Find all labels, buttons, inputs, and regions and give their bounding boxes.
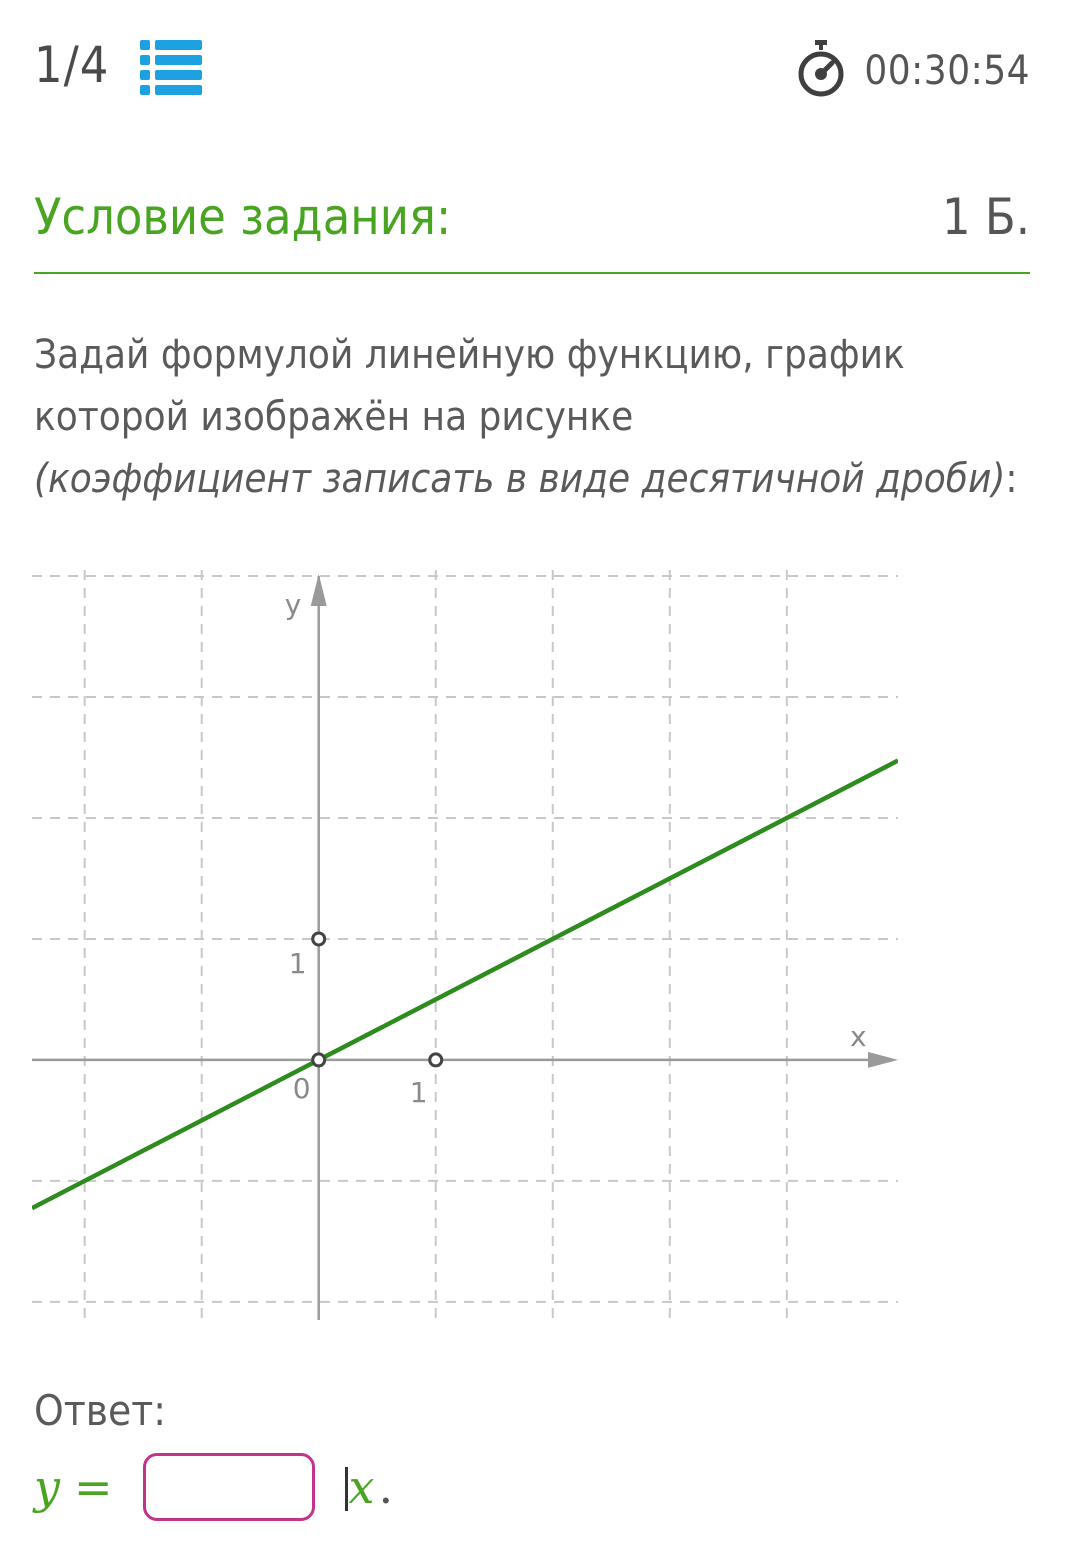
section-title: Условие задания: — [34, 188, 452, 246]
timer-value: 00:30:54 — [864, 48, 1030, 94]
grid-lines — [32, 570, 898, 1320]
y-tick-label-1: 1 — [288, 946, 307, 980]
x-variable: x — [348, 1460, 375, 1514]
x-axis-label: x — [850, 1019, 867, 1053]
task-text — [34, 324, 1024, 510]
function-graph — [32, 570, 898, 1320]
question-counter: 1/4 — [34, 36, 110, 94]
period: . — [378, 1460, 394, 1514]
x-tick-label-1: 1 — [409, 1075, 428, 1109]
coefficient-input[interactable] — [143, 1453, 315, 1521]
graph-point — [430, 1054, 442, 1066]
equals-sign: = — [74, 1460, 113, 1514]
y-axis-label: y — [284, 588, 302, 621]
text-cursor — [345, 1467, 348, 1511]
graph-point — [313, 1054, 325, 1066]
series-line-y-0.5x — [32, 761, 898, 1209]
task-points: 1 Б. — [941, 188, 1030, 246]
graph-point — [313, 933, 325, 945]
timer — [796, 44, 1030, 98]
answer-input-wrapper — [143, 1453, 315, 1521]
x-axis-arrow — [868, 1052, 898, 1068]
origin-label: 0 — [292, 1071, 311, 1105]
task-hint-suffix: : — [1005, 456, 1018, 502]
task-statement: Задай формулой линейную функцию, график которой изображён на рисунке — [34, 332, 905, 440]
answer-row — [34, 1452, 393, 1522]
list-icon[interactable] — [140, 40, 202, 96]
task-hint: (коэффициент записать в виде десятичной дроби) — [34, 456, 1006, 502]
task-condition-header — [34, 188, 1030, 274]
answer-label: Ответ: — [34, 1386, 167, 1435]
stopwatch-icon — [796, 40, 846, 98]
y-variable: y — [34, 1460, 60, 1514]
top-bar — [0, 0, 1070, 140]
axes — [32, 574, 898, 1320]
marked-points — [313, 933, 442, 1066]
y-axis-arrow — [311, 574, 327, 606]
